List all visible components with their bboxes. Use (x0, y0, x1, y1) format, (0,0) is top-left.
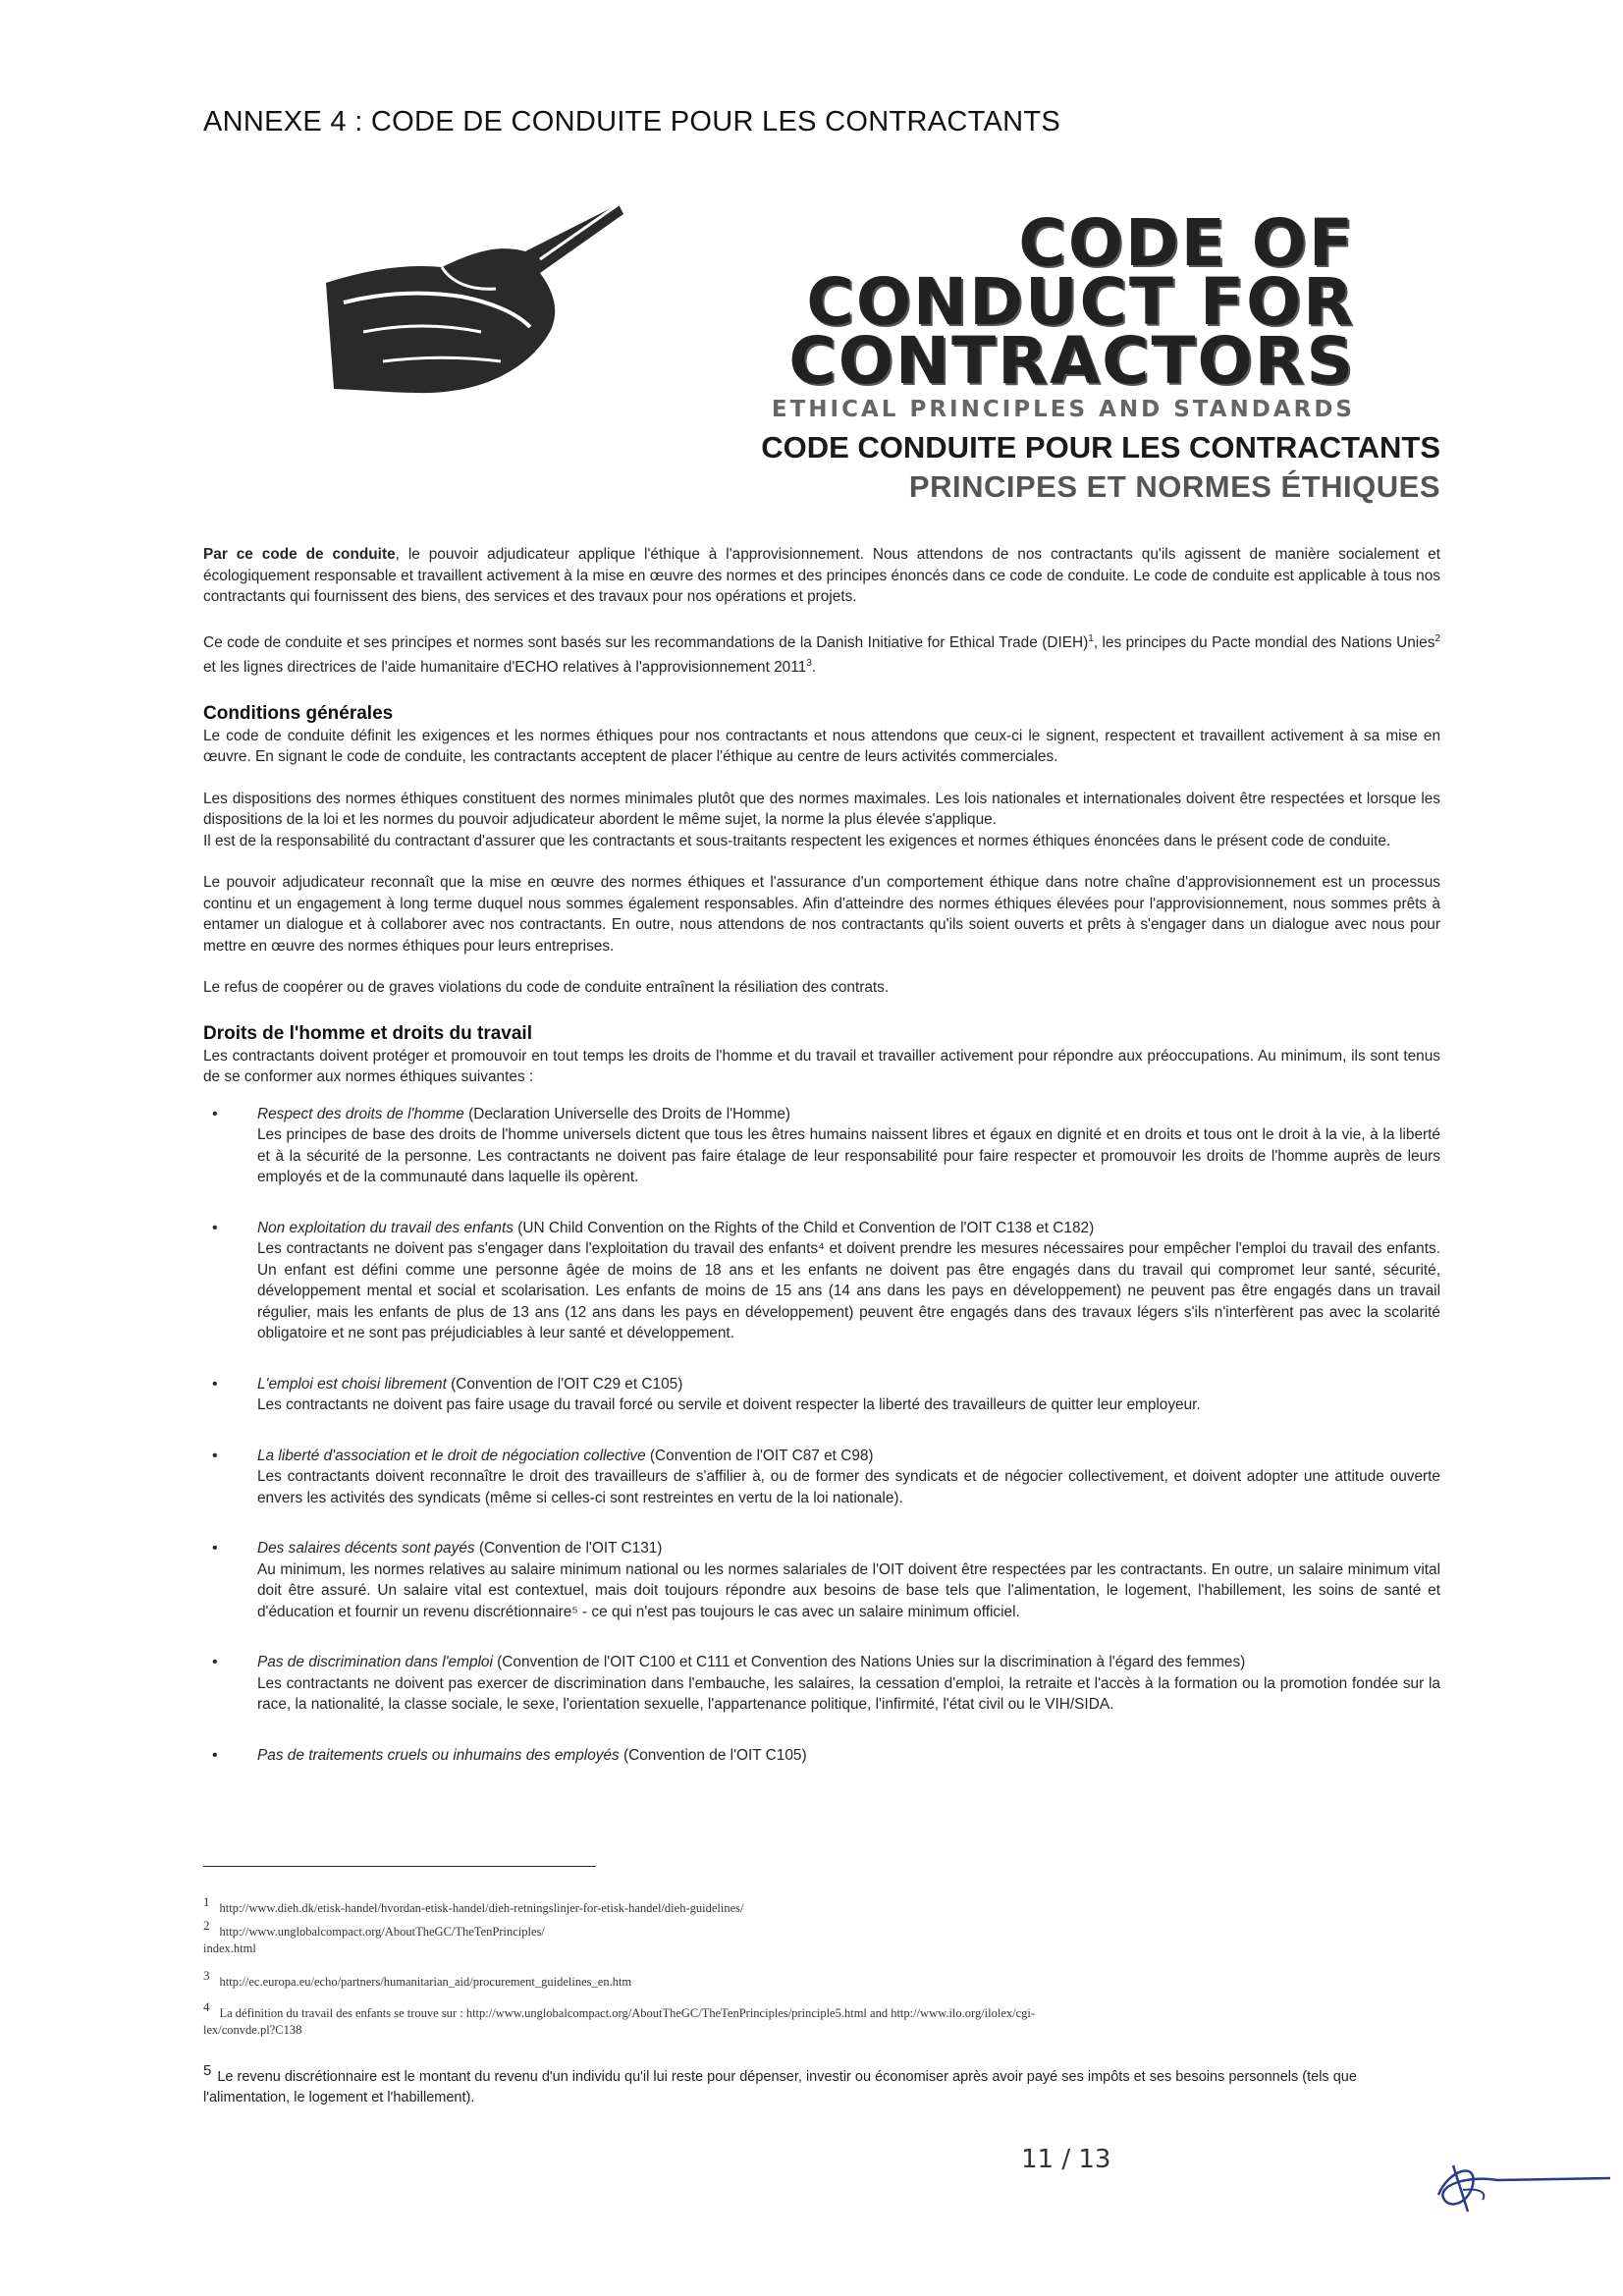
footnote-3: $^3$ http://ec.europa.eu/echo/partners/humanitarian_aid/procurement_guidelines_en.htm (203, 1968, 632, 1989)
footnote-4: $^4$ La définition du travail des enfants se trouve sur : http://www.unglobalcompact.org/AboutTheGC/TheTenPrinciples/principle5.html and http://www.ilo.org/ilolex/cgi- lex/convde.pl?C138 (203, 1999, 1036, 2037)
french-title-line-1: CODE CONDUITE POUR LES CONTRACTANTS (761, 430, 1440, 465)
footnote-ref-3: 3 (806, 658, 812, 670)
footnote-3-link[interactable]: http://ec.europa.eu/echo/partners/humanitarian_aid/procurement_guidelines_en.htm (219, 1975, 632, 1989)
intro-lead: Par ce code de conduite (203, 546, 396, 563)
list-item: • Respect des droits de l'homme (Declaration Universelle des Droits de l'Homme) Les principes de base des droits de l'homme universels dictent que tous les êtres humains naissent libres et égaux en dignité et en droits et tous ont le droit à la vie, à la liberté et à la sécurité de la personne. Les contractants ne doivent pas faire étalage de leur responsabilité pour faire respecter et promouvoir les droits de l'homme auprès de leurs employés et de la communauté dans laquelle ils opèrent. (203, 1104, 1440, 1188)
item-title: L'emploi est choisi librement (257, 1375, 447, 1393)
handshake-illustration (324, 194, 628, 401)
general-paragraph-2: Les dispositions des normes éthiques constituent des normes minimales plutôt que des normes maximales. Les lois nationales et internationales doivent être respectées et lorsque les dispositions de la loi et les normes du pouvoir adjudicateur abordent le même sujet, la norme la plus élevée s'applique. (203, 790, 1440, 829)
item-title: Des salaires décents sont payés (257, 1540, 475, 1558)
footnote-2: $^2$ http://www.unglobalcompact.org/AboutTheGC/TheTenPrinciples/ index.html (203, 1918, 545, 1955)
list-item: • Pas de discrimination dans l'emploi (Convention de l'OIT C100 et C111 et Convention des Nations Unies sur la discrimination à l'égard des femmes) Les contractants ne doivent pas exercer de discrimination dans l'embauche, les salaires, la cessation d'emploi, la retraite et l'accès à la formation ou la promotion fondée sur la race, la nationalité, la classe sociale, le sexe, l'orientation sexuelle, l'appartenance politique, l'infirmité, l'état civil ou le VIH/SIDA. (203, 1652, 1440, 1716)
footnote-4-text: La définition du travail des enfants se trouve sur : http://www.unglobalcompact.org/AboutTheGC/TheTenPrinciples/principle5.html and http://www.ilo.org/ilolex/cgi- (219, 2006, 1036, 2020)
item-text: Les contractants ne doivent pas faire usage du travail forcé ou servile et doivent respecter la liberté des travailleurs de quitter leur employeur. (257, 1396, 1201, 1414)
logo-line-3: CONTRACTORS (788, 323, 1355, 399)
logo-subtitle: ETHICAL PRINCIPLES AND STANDARDS (771, 397, 1355, 422)
item-text: Au minimum, les normes relatives au salaire minimum national ou les normes salariales de l'OIT doivent être respectées par les contractants. En outre, un salaire minimum vital doit être assuré. Un salaire vital est contextuel, mais doit toujours répondre aux besoins de base tels que l'alimentation, le logement, l'habillement, les soins de santé et d'éducation et fournir un revenu discrétionnaire⁵ - ce qui n'est pas toujours le cas avec un salaire minimum officiel. (257, 1560, 1440, 1620)
item-title: La liberté d'association et le droit de négociation collective (257, 1447, 646, 1464)
page-number: 11 / 13 (1021, 2145, 1111, 2174)
general-paragraph-3: Il est de la responsabilité du contractant d'assurer que les contractants et sous-traitants respectent les exigences et normes éthiques énoncées dans le présent code de conduite. (203, 832, 1391, 849)
document-body (203, 544, 1440, 1795)
footnote-2-link[interactable]: http://www.unglobalcompact.org/AboutTheGC/TheTenPrinciples/ (219, 1925, 545, 1939)
item-text: Les contractants ne doivent pas exercer de discrimination dans l'embauche, les salaires, la cessation d'emploi, la retraite et l'accès à la formation ou la promotion fondée sur la race, la nationalité, la classe sociale, le sexe, l'orientation sexuelle, l'appartenance politique, l'infirmité, l'état civil ou le VIH/SIDA. (257, 1674, 1440, 1714)
rights-intro: Les contractants doivent protéger et promouvoir en tout temps les droits de l'homme et du travail et travailler activement pour répondre aux préoccupations. Au minimum, ils sont tenus de se conformer aux normes éthiques suivantes : (203, 1047, 1440, 1086)
general-paragraph-1: Le code de conduite définit les exigences et les normes éthiques pour nos contractants et nous attendons que ceux-ci le signent, respectent et travaillent activement à sa mise en œuvre. En signant le code de conduite, les contractants acceptent de placer l'éthique au centre de leurs activités commerciales. (203, 727, 1440, 766)
item-title: Pas de discrimination dans l'emploi (257, 1654, 493, 1671)
item-text: Les principes de base des droits de l'homme universels dictent que tous les êtres humains naissent libres et égaux en dignité et en droits et tous ont le droit à la vie, à la liberté et à la sécurité de la personne. Les contractants ne doivent pas faire étalage de leur responsabilité pour faire respecter et promouvoir les droits de l'homme auprès de leurs employés et de la communauté dans laquelle ils opèrent. (257, 1126, 1440, 1186)
rights-heading: Droits de l'homme et droits du travail (203, 1022, 532, 1044)
intro-paragraph-2: Ce code de conduite et ses principes et normes sont basés sur les recommandations de la Danish Initiative for Ethical Trade (DIEH)$^1$, les principes du Pacte mondial des Nations Unies$^2$ et les lignes directrices de l'aide humanitaire d'ECHO relatives à l'approvisionnement 2011$^3$. (203, 632, 1440, 677)
logo-line-2: CONDUCT FOR (806, 264, 1355, 340)
french-title (761, 430, 1440, 505)
french-title-line-2: PRINCIPES ET NORMES ÉTHIQUES (908, 469, 1440, 504)
general-paragraph-4: Le pouvoir adjudicateur reconnaît que la mise en œuvre des normes éthiques et l'assurance d'un comportement éthique dans notre chaîne d'approvisionnement est un processus continu et un engagement à long terme duquel nous sommes également responsables. Afin d'atteindre des normes éthiques élevées pour l'approvisionnement, nous sommes prêts à entamer un dialogue et à collaborer avec nos contractants. En outre, nous attendons de nos contractants qu'ils soient ouverts et prêts à s'engager dans un dialogue avec nous pour mettre en œuvre des normes éthiques pour leurs entreprises. (203, 874, 1440, 955)
annex-title: ANNEXE 4 : CODE DE CONDUITE POUR LES CONTRACTANTS (203, 106, 1061, 137)
footnote-5: $^5$ Le revenu discrétionnaire est le montant du revenu d'un individu qu'il lui reste pour dépenser, investir ou économiser après avoir payé ses impôts et ses besoins personnels (tels que l'alimentation, le logement et l'habillement). (203, 2062, 1357, 2105)
logo-line-1: CODE OF (1018, 205, 1355, 281)
list-item: • Des salaires décents sont payés (Convention de l'OIT C131) Au minimum, les normes relatives au salaire minimum national ou les normes salariales de l'OIT doivent être respectées par les contractants. En outre, un salaire minimum vital doit être assuré. Un salaire vital est contextuel, mais doit toujours répondre aux besoins de base tels que l'alimentation, le logement, l'habillement, les soins de santé et d'éducation et fournir un revenu discrétionnaire⁵ - ce qui n'est pas toujours le cas avec un salaire minimum officiel. (203, 1538, 1440, 1622)
item-title: Pas de traitements cruels ou inhumains des employés (257, 1746, 620, 1764)
code-of-conduct-logo (658, 205, 1355, 422)
footnote-ref-2: 2 (1434, 632, 1440, 644)
ethical-standards-list (203, 1104, 1440, 1767)
item-title: Respect des droits de l'homme (257, 1105, 464, 1122)
intro-paragraph-1: Par ce code de conduite, le pouvoir adjudicateur applique l'éthique à l'approvisionnement. Nous attendons de nos contractants qu'ils agissent de manière socialement et écologiquement responsable et travaillent activement à la mise en œuvre des normes et des principes énoncés dans ce code de conduite. Le code de conduite est applicable à tous nos contractants qui fournissent des biens, des services et des travaux pour nos opérations et projets. (203, 546, 1441, 605)
footnote-ref-1: 1 (1088, 632, 1094, 644)
footnote-divider (203, 1866, 596, 1867)
list-item: • Pas de traitements cruels ou inhumains des employés (Convention de l'OIT C105) (203, 1745, 1440, 1767)
handwritten-signature (1419, 2151, 1615, 2219)
list-item: • L'emploi est choisi librement (Convention de l'OIT C29 et C105) Les contractants ne doivent pas faire usage du travail forcé ou servile et doivent respecter la liberté des travailleurs de quitter leur employeur. (203, 1374, 1440, 1416)
item-text: Les contractants doivent reconnaître le droit des travailleurs de s'affilier à, ou de former des syndicats et de négocier collectivement, et doivent adopter une attitude ouverte envers les activités des syndicats (même si celles-ci sont restreintes en vertu de la loi nationale). (257, 1468, 1440, 1506)
list-item: • La liberté d'association et le droit de négociation collective (Convention de l'OIT C87 et C98) Les contractants doivent reconnaître le droit des travailleurs de s'affilier à, ou de former des syndicats et de négocier collectivement, et doivent adopter une attitude ouverte envers les activités des syndicats (même si celles-ci sont restreintes en vertu de la loi nationale). (203, 1446, 1440, 1509)
item-text: Les contractants ne doivent pas s'engager dans l'exploitation du travail des enfants⁴ et doivent prendre les mesures nécessaires pour empêcher l'emploi du travail des enfants. Un enfant est défini comme une personne âgée de moins de 18 ans et les enfants ne doivent pas être engagés dans du travail qui compromet leur santé, sécurité, développement mental et social et scolarisation. Les enfants de moins de 15 ans (14 ans dans les pays en développement) ne peuvent pas être engagés dans un travail régulier, mais les enfants de plus de 13 ans (12 ans dans les pays en développement) peuvent être engagés dans des travaux légers s'ils n'interfèrent pas avec la scolarité obligatoire et ne sont pas préjudiciables à leur santé et développement. (257, 1240, 1440, 1342)
general-paragraph-5: Le refus de coopérer ou de graves violations du code de conduite entraînent la résiliation des contrats. (203, 979, 890, 997)
general-conditions-heading: Conditions générales (203, 702, 394, 724)
item-title: Non exploitation du travail des enfants (257, 1219, 514, 1236)
footnote-1-link[interactable]: http://www.dieh.dk/etisk-handel/hvordan-etisk-handel/dieh-retningslinjer-for-etisk-handel/dieh-guidelines/ (219, 1901, 744, 1915)
footnote-1: $^1$ http://www.dieh.dk/etisk-handel/hvordan-etisk-handel/dieh-retningslinjer-for-etisk-handel/dieh-guidelines/ (203, 1894, 744, 1915)
list-item: • Non exploitation du travail des enfants (UN Child Convention on the Rights of the Child et Convention de l'OIT C138 et C182) Les contractants ne doivent pas s'engager dans l'exploitation du travail des enfants⁴ et doivent prendre les mesures nécessaires pour empêcher l'emploi du travail des enfants. Un enfant est défini comme une personne âgée de moins de 18 ans et les enfants ne doivent pas être engagés dans du travail qui compromet leur santé, sécurité, développement mental et social et scolarisation. Les enfants de moins de 15 ans (14 ans dans les pays en développement) ne peuvent pas être engagés dans un travail régulier, mais les enfants de plus de 13 ans (12 ans dans les pays en développement) peuvent être engagés dans des travaux légers s'ils n'interfèrent pas avec la scolarité obligatoire et ne sont pas préjudiciables à leur santé et développement. (203, 1218, 1440, 1344)
